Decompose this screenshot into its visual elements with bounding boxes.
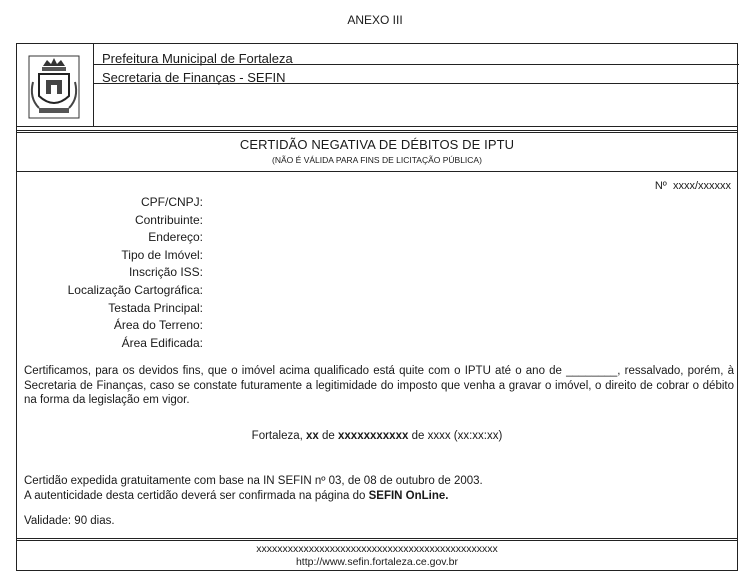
field-list	[17, 194, 203, 352]
field-label-endereco: Endereço:	[148, 230, 203, 245]
issuance-line-1: Certidão expedida gratuitamente com base na IN SEFIN nº 03, de 08 de outubro de 2003.	[24, 475, 483, 487]
field-label-localizacao: Localização Cartográfica:	[67, 282, 203, 297]
number-value: xxxx/xxxxxx	[672, 180, 731, 192]
issuance-note	[24, 474, 483, 503]
date-day: xx	[306, 430, 319, 442]
certificate-number	[655, 180, 731, 192]
field-label-area-terreno: Área do Terreno:	[113, 318, 203, 333]
footer-url: http://www.sefin.fortaleza.ce.gov.br	[295, 556, 459, 568]
issuance-line-2	[24, 489, 483, 504]
date-line	[17, 430, 737, 442]
date-month: xxxxxxxxxxx	[338, 430, 409, 442]
footer-rule	[17, 538, 737, 541]
footer-code: xxxxxxxxxxxxxxxxxxxxxxxxxxxxxxxxxxxxxxxxxxxxxx	[256, 543, 498, 555]
certificate-title: CERTIDÃO NEGATIVA DE DÉBITOS DE IPTU	[239, 137, 515, 152]
certificate-frame	[16, 43, 738, 571]
certification-paragraph: Certificamos, para os devidos fins, que o imóvel acima qualificado está quite com o IPTU até o ano de ________, ressalvado, porém, à Secretaria de Finanças, caso se constate futuramente a legitimidade do imposto que venha a gravar o imóvel, o direito de cobrar o débito na forma da legislação em vigor.	[24, 365, 734, 406]
date-year-time: de xxxx (xx:xx:xx)	[411, 430, 503, 442]
date-de: de	[322, 430, 335, 442]
number-label: Nº	[654, 180, 667, 192]
validity: Validade: 90 dias.	[24, 515, 115, 527]
sefin-online-link: SEFIN OnLine.	[368, 489, 449, 502]
field-label-cpf-cnpj: CPF/CNPJ:	[140, 195, 203, 209]
logo-divider	[93, 44, 94, 126]
footer	[17, 543, 737, 569]
field-label-contribuinte: Contribuinte:	[134, 212, 203, 227]
field-label-testada: Testada Principal:	[108, 300, 203, 315]
field-label-area-edificada: Área Edificada:	[121, 335, 203, 350]
date-city: Fortaleza,	[251, 430, 303, 442]
annex-title: ANEXO III	[347, 13, 403, 27]
certificate-title-block	[17, 131, 737, 165]
department-name: Secretaria de Finanças - SEFIN	[102, 70, 286, 85]
issuance-line-2-text: A autenticidade desta certidão deverá ser confirmada na página do	[24, 489, 366, 502]
city-coat-of-arms-icon	[25, 52, 83, 122]
org-name: Prefeitura Municipal de Fortaleza	[102, 51, 293, 66]
header-rule	[17, 126, 737, 127]
title-bottom-rule	[17, 171, 737, 172]
field-label-inscricao-iss: Inscrição ISS:	[128, 265, 203, 280]
field-label-tipo-imovel: Tipo de Imóvel:	[121, 247, 203, 262]
certificate-subtitle: (NÃO É VÁLIDA PARA FINS DE LICITAÇÃO PÚBLICA)	[272, 155, 482, 165]
